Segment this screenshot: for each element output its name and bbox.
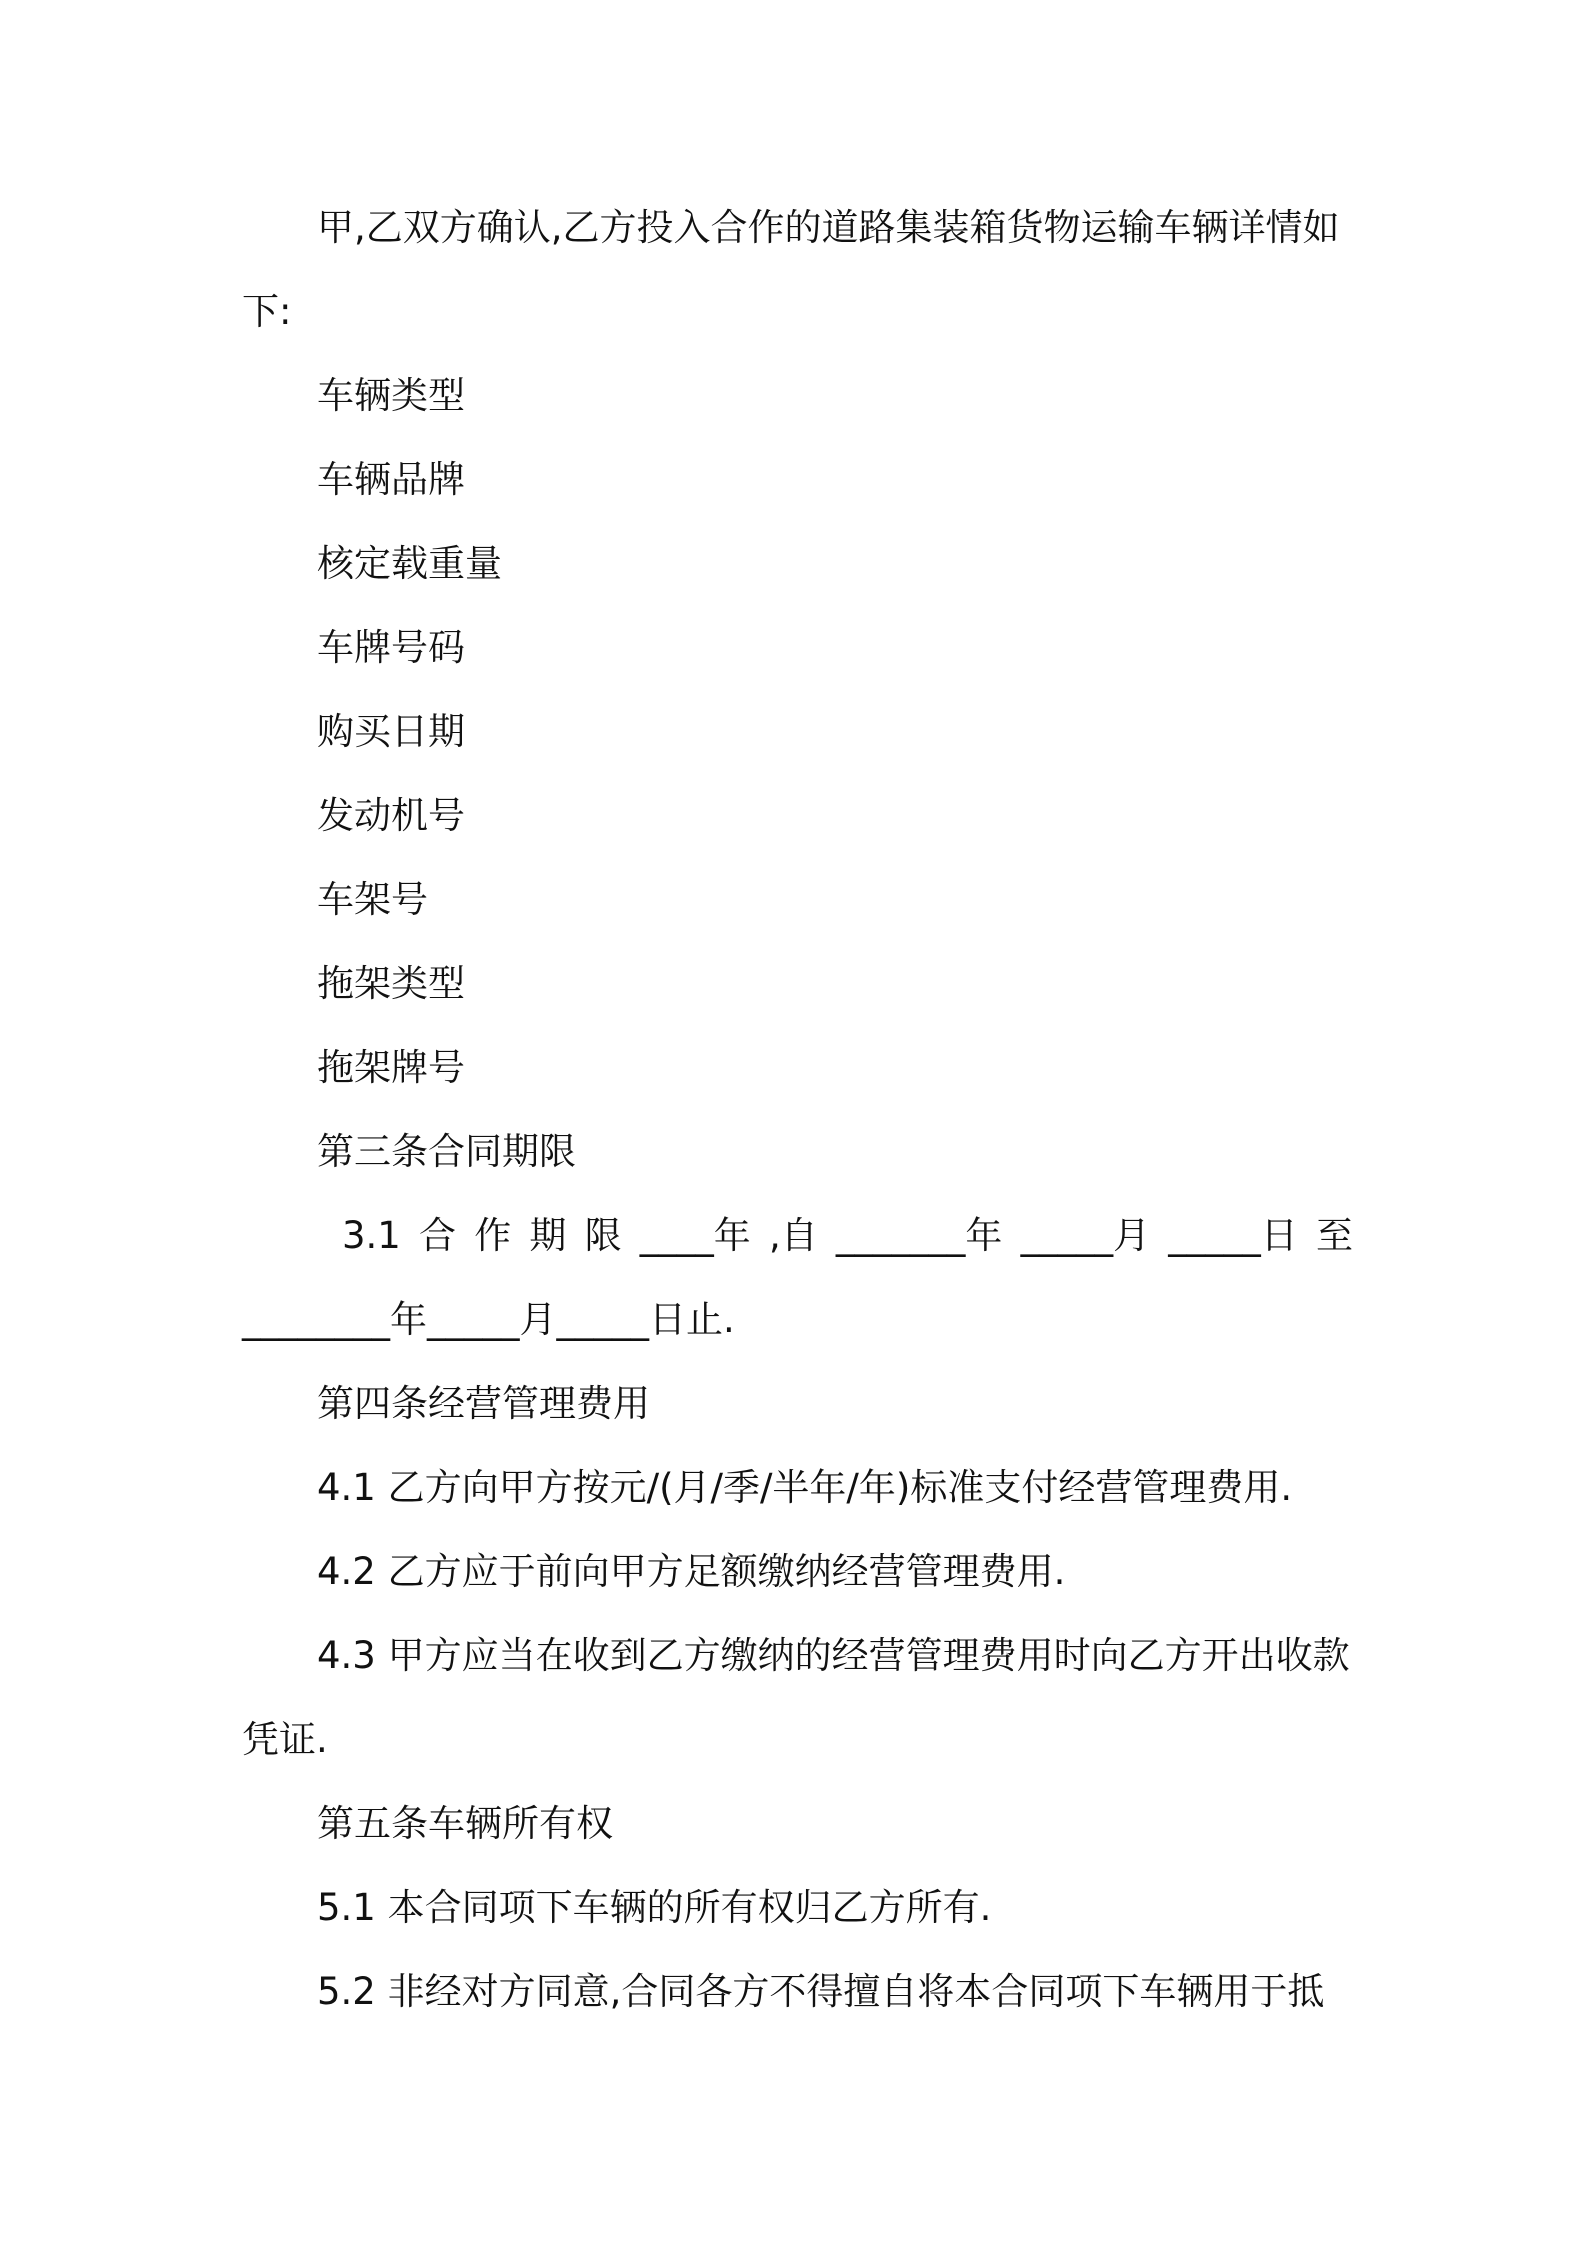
term-char: 合: [419, 1214, 457, 1257]
clause-5-1: 5.1 本合同项下车辆的所有权归乙方所有.: [317, 1886, 992, 1929]
clause-4-3-cont: 凭证.: [242, 1718, 328, 1761]
clause-5-2: 5.2 非经对方同意,合同各方不得擅自将本合同项下车辆用于抵: [317, 1970, 1325, 2013]
clause-3-1-cont: ________年_____月_____日止.: [242, 1298, 735, 1341]
clause-3-1: [242, 1214, 1353, 1258]
term-years-blank: ____年: [639, 1214, 751, 1257]
term-from: ,自: [768, 1214, 818, 1257]
clause-4-2: 4.2 乙方应于前向甲方足额缴纳经营管理费用.: [317, 1550, 1066, 1593]
heading-article-3: 第三条合同期限: [317, 1130, 576, 1173]
start-day-blank: _____日: [1168, 1214, 1298, 1257]
term-char: 限: [584, 1214, 622, 1257]
field-trailer-type: 拖架类型: [317, 962, 465, 1005]
clause-4-1: 4.1 乙方向甲方按元/(月/季/半年/年)标准支付经营管理费用.: [317, 1466, 1293, 1509]
field-purchase-date: 购买日期: [317, 710, 465, 753]
field-plate-number: 车牌号码: [317, 626, 465, 669]
field-vehicle-brand: 车辆品牌: [317, 458, 465, 501]
field-frame-number: 车架号: [317, 878, 428, 921]
term-char: 期: [529, 1214, 567, 1257]
heading-article-5: 第五条车辆所有权: [317, 1802, 613, 1845]
start-month-blank: _____月: [1020, 1214, 1151, 1257]
field-vehicle-type: 车辆类型: [317, 374, 465, 417]
heading-article-4: 第四条经营管理费用: [317, 1382, 650, 1425]
term-to: 至: [1315, 1214, 1353, 1257]
term-char: 作: [474, 1214, 512, 1257]
paragraph-vehicle-intro: 甲,乙双方确认,乙方投入合作的道路集装箱货物运输车辆详情如: [317, 206, 1340, 249]
clause-4-3: 4.3 甲方应当在收到乙方缴纳的经营管理费用时向乙方开出收款: [317, 1634, 1350, 1677]
field-engine-number: 发动机号: [317, 794, 465, 837]
start-year-blank: _______年: [835, 1214, 1003, 1257]
paragraph-vehicle-intro-cont: 下:: [242, 290, 292, 333]
clause-number: 3.1: [342, 1214, 401, 1257]
field-rated-load: 核定载重量: [317, 542, 502, 585]
field-trailer-plate: 拖架牌号: [317, 1046, 465, 1089]
